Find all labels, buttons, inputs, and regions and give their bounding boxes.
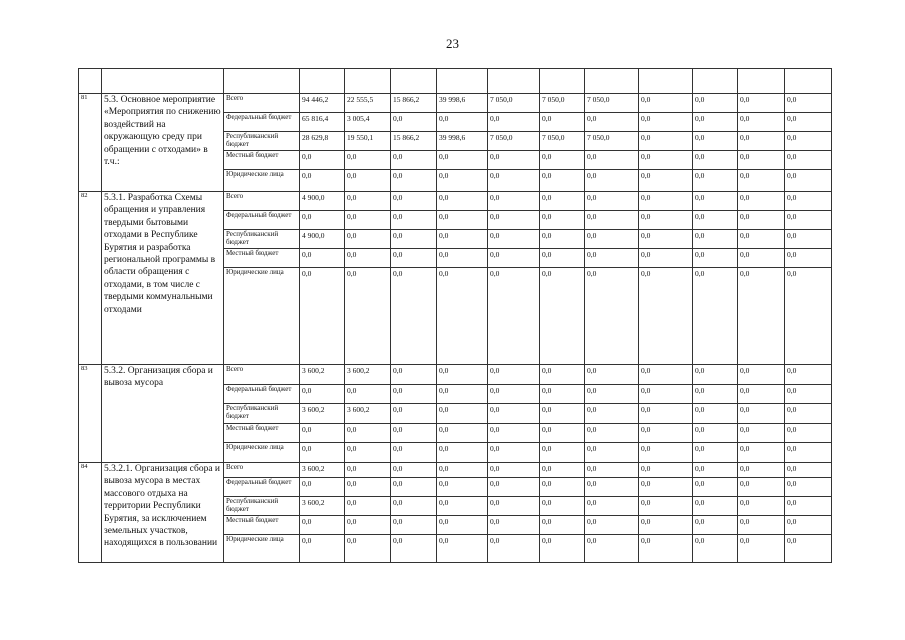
amount-cell: 0,0 [585, 230, 639, 249]
amount-cell: 0,0 [488, 365, 540, 385]
amount-cell: 0,0 [488, 249, 540, 268]
amount-cell: 0,0 [391, 192, 437, 211]
amount-cell: 0,0 [437, 478, 488, 497]
amount-cell: 0,0 [391, 385, 437, 404]
funding-source: Федеральный бюджет [224, 211, 300, 230]
amount-cell: 0,0 [437, 170, 488, 192]
table-row [79, 94, 832, 113]
amount-cell: 0,0 [693, 516, 738, 535]
amount-cell: 0,0 [345, 268, 391, 365]
amount-cell: 0,0 [639, 249, 693, 268]
amount-cell: 0,0 [540, 192, 585, 211]
amount-cell: 0,0 [639, 230, 693, 249]
amount-cell: 0,0 [345, 151, 391, 170]
amount-cell: 7 050,0 [540, 94, 585, 113]
amount-cell: 0,0 [785, 365, 832, 385]
amount-cell: 0,0 [738, 230, 785, 249]
amount-cell: 0,0 [639, 463, 693, 478]
amount-cell: 0,0 [300, 385, 345, 404]
amount-cell: 0,0 [345, 497, 391, 516]
amount-cell: 0,0 [639, 443, 693, 463]
amount-cell: 0,0 [738, 192, 785, 211]
amount-cell: 0,0 [540, 113, 585, 132]
amount-cell: 0,0 [488, 478, 540, 497]
amount-cell: 3 600,2 [300, 365, 345, 385]
amount-cell: 0,0 [738, 478, 785, 497]
amount-cell: 0,0 [785, 478, 832, 497]
amount-cell: 0,0 [639, 516, 693, 535]
amount-cell: 0,0 [488, 192, 540, 211]
amount-cell: 0,0 [693, 151, 738, 170]
amount-cell: 0,0 [639, 535, 693, 563]
amount-cell: 0,0 [639, 132, 693, 151]
amount-cell: 0,0 [437, 404, 488, 424]
amount-cell: 0,0 [693, 535, 738, 563]
funding-source: Республиканский бюджет [224, 132, 300, 151]
amount-cell: 0,0 [693, 211, 738, 230]
amount-cell: 0,0 [488, 230, 540, 249]
activity-name: 5.3.2.1. Организация сбора и вывоза мусора в местах массового отдыха на территории Республики Бурятия, за исключением земельных участков, находящихся в пользовании [102, 463, 224, 563]
budget-table [78, 68, 832, 563]
amount-cell: 0,0 [300, 478, 345, 497]
amount-cell: 0,0 [488, 443, 540, 463]
amount-cell: 0,0 [585, 424, 639, 443]
amount-cell: 7 050,0 [488, 132, 540, 151]
amount-cell: 0,0 [437, 365, 488, 385]
amount-cell: 0,0 [738, 463, 785, 478]
amount-cell: 0,0 [391, 365, 437, 385]
amount-cell: 0,0 [785, 132, 832, 151]
amount-cell: 0,0 [585, 497, 639, 516]
amount-cell: 0,0 [639, 365, 693, 385]
amount-cell: 0,0 [785, 268, 832, 365]
funding-source: Всего [224, 192, 300, 211]
amount-cell: 0,0 [437, 211, 488, 230]
amount-cell: 0,0 [639, 478, 693, 497]
amount-cell: 0,0 [639, 385, 693, 404]
amount-cell: 0,0 [488, 497, 540, 516]
amount-cell: 0,0 [391, 113, 437, 132]
amount-cell: 0,0 [693, 424, 738, 443]
amount-cell: 0,0 [585, 211, 639, 230]
amount-cell: 0,0 [738, 94, 785, 113]
amount-cell: 0,0 [488, 535, 540, 563]
amount-cell: 0,0 [540, 463, 585, 478]
amount-cell: 0,0 [785, 404, 832, 424]
amount-cell: 0,0 [639, 170, 693, 192]
amount-cell: 0,0 [391, 230, 437, 249]
funding-source: Юридические лица [224, 443, 300, 463]
amount-cell: 0,0 [585, 404, 639, 424]
amount-cell: 3 600,2 [300, 404, 345, 424]
amount-cell: 0,0 [345, 516, 391, 535]
amount-cell: 0,0 [437, 113, 488, 132]
amount-cell: 0,0 [540, 268, 585, 365]
amount-cell: 0,0 [391, 535, 437, 563]
amount-cell: 0,0 [488, 151, 540, 170]
amount-cell: 0,0 [300, 249, 345, 268]
amount-cell: 0,0 [585, 443, 639, 463]
amount-cell: 0,0 [693, 385, 738, 404]
amount-cell: 0,0 [585, 463, 639, 478]
amount-cell: 0,0 [488, 463, 540, 478]
amount-cell: 0,0 [345, 192, 391, 211]
amount-cell: 0,0 [300, 268, 345, 365]
amount-cell: 0,0 [585, 535, 639, 563]
amount-cell: 0,0 [391, 443, 437, 463]
amount-cell: 0,0 [345, 424, 391, 443]
amount-cell: 0,0 [437, 268, 488, 365]
amount-cell: 15 866,2 [391, 94, 437, 113]
amount-cell: 0,0 [437, 443, 488, 463]
amount-cell: 39 998,6 [437, 132, 488, 151]
amount-cell: 0,0 [345, 385, 391, 404]
amount-cell: 0,0 [345, 443, 391, 463]
amount-cell: 0,0 [693, 113, 738, 132]
amount-cell: 0,0 [585, 516, 639, 535]
amount-cell: 0,0 [639, 404, 693, 424]
amount-cell: 0,0 [437, 424, 488, 443]
funding-source: Всего [224, 463, 300, 478]
amount-cell: 0,0 [437, 192, 488, 211]
amount-cell: 0,0 [585, 268, 639, 365]
amount-cell: 0,0 [300, 535, 345, 563]
amount-cell: 0,0 [585, 170, 639, 192]
amount-cell: 0,0 [639, 211, 693, 230]
amount-cell: 19 550,1 [345, 132, 391, 151]
amount-cell: 0,0 [391, 424, 437, 443]
table-row [79, 365, 832, 385]
funding-source: Местный бюджет [224, 424, 300, 443]
amount-cell: 0,0 [693, 478, 738, 497]
amount-cell: 0,0 [540, 478, 585, 497]
page-number: 23 [446, 36, 459, 51]
amount-cell: 0,0 [738, 443, 785, 463]
amount-cell: 0,0 [437, 535, 488, 563]
amount-cell: 0,0 [738, 424, 785, 443]
funding-source: Федеральный бюджет [224, 478, 300, 497]
amount-cell: 0,0 [345, 230, 391, 249]
amount-cell: 7 050,0 [540, 132, 585, 151]
amount-cell: 0,0 [488, 404, 540, 424]
amount-cell: 0,0 [540, 424, 585, 443]
amount-cell: 0,0 [437, 516, 488, 535]
amount-cell: 3 005,4 [345, 113, 391, 132]
amount-cell: 0,0 [300, 516, 345, 535]
amount-cell: 0,0 [738, 404, 785, 424]
amount-cell: 0,0 [639, 113, 693, 132]
amount-cell: 0,0 [391, 404, 437, 424]
amount-cell: 0,0 [391, 268, 437, 365]
amount-cell: 0,0 [785, 113, 832, 132]
amount-cell: 0,0 [540, 516, 585, 535]
amount-cell: 0,0 [693, 94, 738, 113]
amount-cell: 0,0 [639, 424, 693, 443]
amount-cell: 0,0 [300, 424, 345, 443]
activity-name: 5.3. Основное мероприятие «Мероприятия по снижению воздействий на окружающую среду при обращении с отходами» в т.ч.: [102, 94, 224, 192]
amount-cell: 0,0 [488, 113, 540, 132]
amount-cell: 0,0 [585, 151, 639, 170]
amount-cell: 0,0 [785, 170, 832, 192]
amount-cell: 4 900,0 [300, 230, 345, 249]
amount-cell: 0,0 [585, 365, 639, 385]
amount-cell: 0,0 [693, 170, 738, 192]
amount-cell: 0,0 [785, 211, 832, 230]
amount-cell: 94 446,2 [300, 94, 345, 113]
amount-cell: 0,0 [785, 385, 832, 404]
amount-cell: 0,0 [540, 385, 585, 404]
amount-cell: 0,0 [785, 249, 832, 268]
amount-cell: 0,0 [693, 463, 738, 478]
amount-cell: 0,0 [785, 424, 832, 443]
amount-cell: 0,0 [540, 170, 585, 192]
amount-cell: 0,0 [585, 113, 639, 132]
table-row [79, 192, 832, 211]
amount-cell: 3 600,2 [300, 463, 345, 478]
amount-cell: 0,0 [738, 268, 785, 365]
funding-source: Местный бюджет [224, 249, 300, 268]
amount-cell: 65 816,4 [300, 113, 345, 132]
amount-cell: 0,0 [540, 535, 585, 563]
activity-name: 5.3.1. Разработка Схемы обращения и управления твердыми бытовыми отходами в Республике Бурятия и разработка региональной программы в области обращения с отходами, в том числе с твердыми коммунальными отходами [102, 192, 224, 365]
amount-cell: 39 998,6 [437, 94, 488, 113]
amount-cell: 0,0 [488, 424, 540, 443]
amount-cell: 22 555,5 [345, 94, 391, 113]
amount-cell: 0,0 [488, 211, 540, 230]
amount-cell: 0,0 [785, 443, 832, 463]
amount-cell: 0,0 [300, 211, 345, 230]
amount-cell: 0,0 [391, 497, 437, 516]
amount-cell: 7 050,0 [585, 132, 639, 151]
amount-cell: 0,0 [437, 249, 488, 268]
funding-source: Местный бюджет [224, 516, 300, 535]
amount-cell: 0,0 [693, 249, 738, 268]
amount-cell: 0,0 [693, 404, 738, 424]
amount-cell: 0,0 [540, 443, 585, 463]
amount-cell: 0,0 [785, 535, 832, 563]
amount-cell: 0,0 [585, 478, 639, 497]
amount-cell: 0,0 [785, 230, 832, 249]
funding-source: Местный бюджет [224, 151, 300, 170]
amount-cell: 0,0 [738, 385, 785, 404]
funding-source: Юридические лица [224, 170, 300, 192]
amount-cell: 0,0 [639, 497, 693, 516]
amount-cell: 0,0 [639, 192, 693, 211]
amount-cell: 0,0 [437, 497, 488, 516]
funding-source: Федеральный бюджет [224, 385, 300, 404]
amount-cell: 0,0 [738, 365, 785, 385]
amount-cell: 0,0 [391, 516, 437, 535]
amount-cell: 0,0 [738, 249, 785, 268]
amount-cell: 0,0 [738, 211, 785, 230]
amount-cell: 0,0 [785, 151, 832, 170]
amount-cell: 0,0 [540, 249, 585, 268]
amount-cell: 0,0 [639, 94, 693, 113]
amount-cell: 0,0 [345, 463, 391, 478]
amount-cell: 0,0 [437, 151, 488, 170]
amount-cell: 0,0 [693, 230, 738, 249]
funding-source: Республиканский бюджет [224, 404, 300, 424]
amount-cell: 7 050,0 [585, 94, 639, 113]
amount-cell: 4 900,0 [300, 192, 345, 211]
amount-cell: 0,0 [391, 478, 437, 497]
amount-cell: 0,0 [738, 516, 785, 535]
amount-cell: 3 600,2 [345, 365, 391, 385]
amount-cell: 0,0 [488, 170, 540, 192]
amount-cell: 3 600,2 [300, 497, 345, 516]
amount-cell: 0,0 [488, 516, 540, 535]
funding-source: Республиканский бюджет [224, 230, 300, 249]
amount-cell: 0,0 [738, 170, 785, 192]
amount-cell: 0,0 [693, 132, 738, 151]
amount-cell: 0,0 [391, 249, 437, 268]
amount-cell: 0,0 [391, 151, 437, 170]
funding-source: Федеральный бюджет [224, 113, 300, 132]
row-number: 82 [79, 192, 102, 365]
amount-cell: 0,0 [693, 497, 738, 516]
amount-cell: 0,0 [639, 268, 693, 365]
funding-source: Юридические лица [224, 268, 300, 365]
amount-cell: 0,0 [300, 151, 345, 170]
amount-cell: 0,0 [738, 132, 785, 151]
amount-cell: 0,0 [391, 463, 437, 478]
amount-cell: 0,0 [738, 151, 785, 170]
amount-cell: 0,0 [540, 151, 585, 170]
amount-cell: 0,0 [488, 268, 540, 365]
funding-source: Всего [224, 365, 300, 385]
amount-cell: 0,0 [585, 192, 639, 211]
row-number: 84 [79, 463, 102, 563]
table-header-row [79, 69, 832, 94]
amount-cell: 0,0 [693, 268, 738, 365]
amount-cell: 0,0 [345, 170, 391, 192]
amount-cell: 0,0 [300, 443, 345, 463]
amount-cell: 7 050,0 [488, 94, 540, 113]
amount-cell: 0,0 [345, 535, 391, 563]
funding-source: Всего [224, 94, 300, 113]
amount-cell: 0,0 [345, 478, 391, 497]
amount-cell: 0,0 [391, 170, 437, 192]
amount-cell: 0,0 [785, 94, 832, 113]
amount-cell: 0,0 [300, 170, 345, 192]
amount-cell: 0,0 [540, 497, 585, 516]
funding-source: Юридические лица [224, 535, 300, 563]
amount-cell: 0,0 [693, 365, 738, 385]
amount-cell: 0,0 [437, 385, 488, 404]
amount-cell: 0,0 [585, 385, 639, 404]
amount-cell: 0,0 [488, 385, 540, 404]
amount-cell: 0,0 [585, 249, 639, 268]
amount-cell: 0,0 [738, 535, 785, 563]
amount-cell: 0,0 [540, 230, 585, 249]
row-number: 83 [79, 365, 102, 463]
amount-cell: 0,0 [437, 230, 488, 249]
amount-cell: 0,0 [785, 497, 832, 516]
amount-cell: 0,0 [437, 463, 488, 478]
activity-name: 5.3.2. Организация сбора и вывоза мусора [102, 365, 224, 463]
amount-cell: 0,0 [639, 151, 693, 170]
amount-cell: 0,0 [785, 516, 832, 535]
amount-cell: 28 629,8 [300, 132, 345, 151]
amount-cell: 0,0 [540, 404, 585, 424]
amount-cell: 0,0 [785, 463, 832, 478]
amount-cell: 0,0 [785, 192, 832, 211]
amount-cell: 0,0 [391, 211, 437, 230]
amount-cell: 0,0 [738, 497, 785, 516]
amount-cell: 0,0 [693, 192, 738, 211]
amount-cell: 0,0 [345, 211, 391, 230]
amount-cell: 0,0 [345, 249, 391, 268]
amount-cell: 0,0 [693, 443, 738, 463]
amount-cell: 3 600,2 [345, 404, 391, 424]
row-number: 81 [79, 94, 102, 192]
amount-cell: 0,0 [738, 113, 785, 132]
funding-source: Республиканский бюджет [224, 497, 300, 516]
amount-cell: 0,0 [540, 365, 585, 385]
amount-cell: 15 866,2 [391, 132, 437, 151]
table-row [79, 463, 832, 478]
table-body [79, 69, 832, 563]
amount-cell: 0,0 [540, 211, 585, 230]
